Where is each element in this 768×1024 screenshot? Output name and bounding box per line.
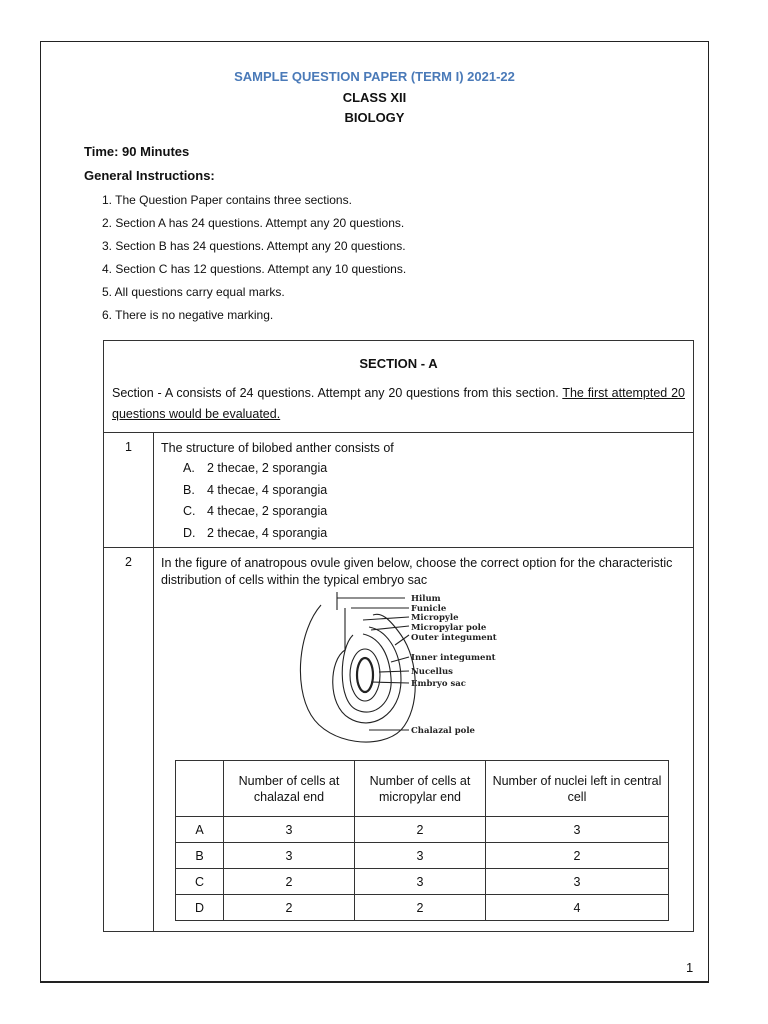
table-header-cell: Number of cells at chalazal end xyxy=(224,761,355,817)
table-cell: 4 xyxy=(486,895,669,921)
figure-label: Nucellus xyxy=(411,667,453,677)
question-text: In the figure of anatropous ovule given below, choose the correct option for the characteristic distribution of cells within the typical embryo sac xyxy=(161,556,673,587)
section-description xyxy=(112,383,685,425)
table-header-row xyxy=(176,761,669,817)
figure-label: Inner integument xyxy=(411,653,496,663)
section-title: SECTION - A xyxy=(359,356,438,371)
funicle-shape xyxy=(337,592,405,610)
section-header xyxy=(104,341,693,433)
option-item xyxy=(183,482,327,504)
table-cell: 3 xyxy=(355,869,486,895)
table-row xyxy=(176,843,669,869)
question-text: The structure of bilobed anther consists of xyxy=(161,441,394,455)
option-letter: D. xyxy=(183,525,196,540)
anatropous-ovule-figure xyxy=(291,590,521,750)
table-row xyxy=(176,895,669,921)
option-text: 2 thecae, 2 sporangia xyxy=(207,461,328,475)
option-text: 2 thecae, 4 sporangia xyxy=(207,525,328,540)
page-number: 1 xyxy=(686,960,694,975)
instruction-item: 2. Section A has 24 questions. Attempt any 20 questions. xyxy=(102,216,405,230)
table-cell: 2 xyxy=(224,895,355,921)
question-number: 2 xyxy=(125,555,132,569)
time-label: Time: 90 Minutes xyxy=(84,144,190,159)
figure-label: Micropyle xyxy=(411,613,459,623)
option-letter: A. xyxy=(183,461,195,475)
table-cell: 3 xyxy=(224,817,355,843)
option-letter: C. xyxy=(183,504,196,518)
instructions-list xyxy=(102,193,406,331)
embryo-sac-shape xyxy=(357,658,373,692)
paper-title: SAMPLE QUESTION PAPER (TERM I) 2021-22 xyxy=(234,69,515,84)
section-desc-text: Section - A consists of 24 questions. Attempt any 20 questions from this section. xyxy=(112,386,563,400)
figure-label: Chalazal pole xyxy=(411,726,475,736)
leader-line xyxy=(371,682,409,683)
table-cell: 3 xyxy=(486,817,669,843)
table-cell: 3 xyxy=(224,843,355,869)
instruction-item: 3. Section B has 24 questions. Attempt any 20 questions. xyxy=(102,239,406,253)
instruction-item: 1. The Question Paper contains three sections. xyxy=(102,193,352,207)
option-text: 4 thecae, 4 sporangia xyxy=(207,482,328,497)
instruction-item: 5. All questions carry equal marks. xyxy=(102,285,285,299)
option-item xyxy=(183,460,327,482)
table-cell: 2 xyxy=(486,843,669,869)
option-letter: B. xyxy=(183,482,195,497)
question-number: 1 xyxy=(125,440,132,454)
table-cell: C xyxy=(176,869,224,895)
question-row xyxy=(104,432,693,548)
table-header-cell xyxy=(176,761,224,817)
section-desc-underlined: The first attempted 20 questions would be evaluated. xyxy=(112,386,686,421)
table-cell: 3 xyxy=(486,869,669,895)
table-cell: D xyxy=(176,895,224,921)
figure-label: Embryo sac xyxy=(411,679,466,689)
class-label: CLASS XII xyxy=(342,90,407,105)
figure-label: Micropylar pole xyxy=(411,623,487,633)
instruction-item: 4. Section C has 12 questions. Attempt any 10 questions. xyxy=(102,262,407,276)
figure-label: Hilum xyxy=(411,594,441,604)
table-cell: B xyxy=(176,843,224,869)
subject-label: BIOLOGY xyxy=(344,110,405,125)
leader-line xyxy=(371,626,409,630)
option-item xyxy=(183,525,327,547)
figure-label: Outer integument xyxy=(411,633,497,643)
embryo-sac-cells-table xyxy=(175,760,669,921)
nucellus-shape xyxy=(350,649,380,701)
table-cell: A xyxy=(176,817,224,843)
table-row xyxy=(176,869,669,895)
table-cell: 2 xyxy=(224,869,355,895)
table-cell: 3 xyxy=(355,843,486,869)
table-header-cell: Number of nuclei left in central cell xyxy=(486,761,669,817)
table-cell: 2 xyxy=(355,817,486,843)
section-a-table xyxy=(103,340,694,932)
figure-label: Funicle xyxy=(411,604,447,614)
option-item xyxy=(183,503,327,525)
instruction-item: 6. There is no negative marking. xyxy=(102,308,274,322)
general-instructions-title: General Instructions: xyxy=(84,168,215,183)
option-text: 4 thecae, 2 sporangia xyxy=(207,504,328,518)
options-list xyxy=(183,460,327,546)
leader-line xyxy=(391,657,409,662)
table-row xyxy=(176,817,669,843)
table-cell: 2 xyxy=(355,895,486,921)
leader-line xyxy=(379,671,409,672)
table-header-cell: Number of cells at micropylar end xyxy=(355,761,486,817)
